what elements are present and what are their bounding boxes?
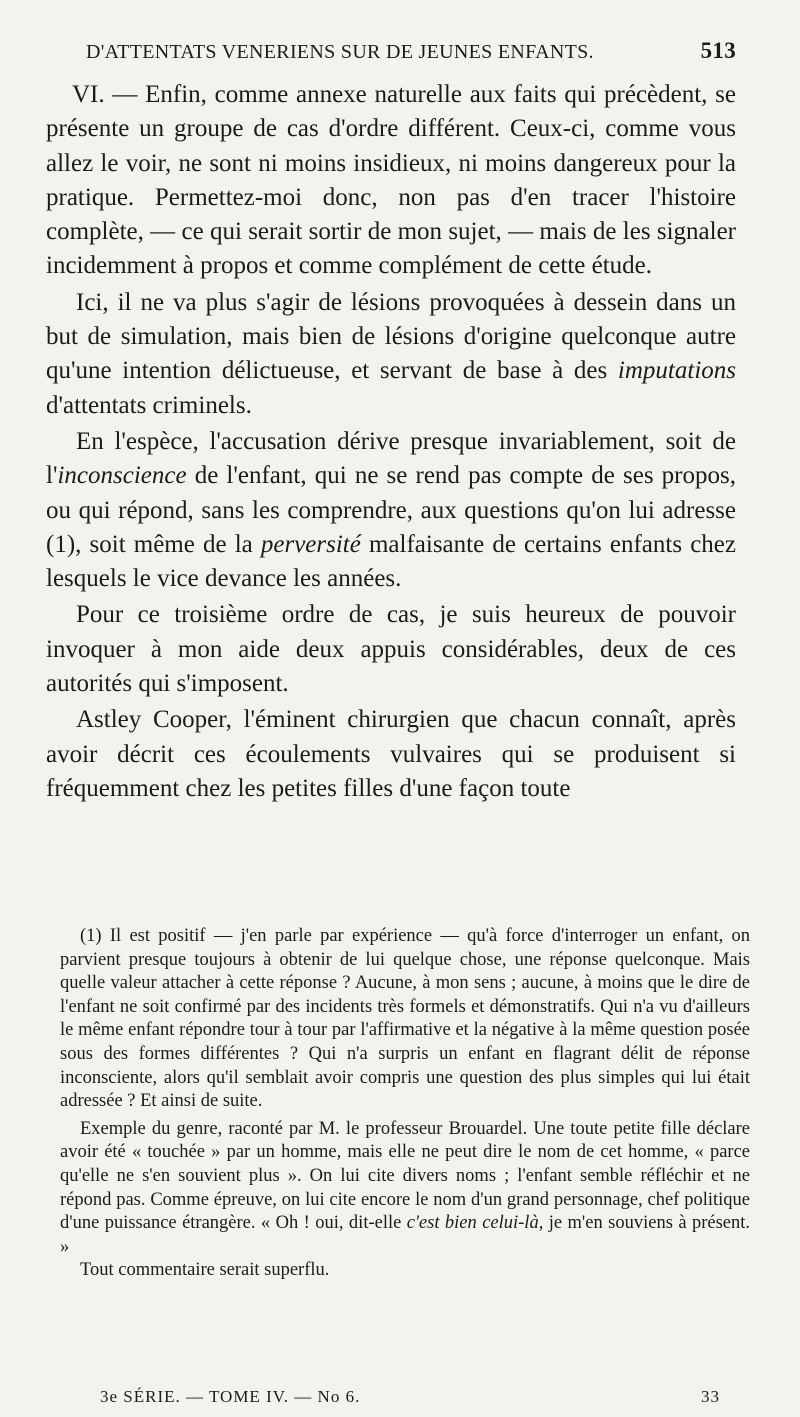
italic-run: c'est bien celui-là: [406, 1213, 539, 1234]
footnote-1: (1) Il est positif — j'en parle par expérience — qu'à force d'interroger un enfant, on parvient presque toujours à obtenir de lui quelque chose, une réponse quelconque. Mais quelle valeur attacher à cette réponse ? Aucune, à mon sens ; aucune, à moins que le dire de l'enfant ne soit confirmé par des incidents très formels et démonstratifs. Qui n'a vu d'ailleurs le même enfant répondre tour à tour par l'affirmative et la négative à la même question posée sous des formes différentes ? Qui n'a surpris un enfant en flagrant délit de réponse inconsciente, alors qu'il semblait avoir compris une question des plus simples qui lui était adressée ? Et ainsi de suite.: [60, 926, 750, 1112]
series-info: 3e SÉRIE. — TOME IV. — No 6.: [100, 1387, 361, 1406]
paragraph-3: [46, 425, 736, 596]
page-number: 513: [700, 38, 736, 63]
text-run: de l'enfant, qui ne se rend pas compte de ses propos, ou qui répond, sans les comprendre, aux questions qu'on lui adresse (1), soit même de la: [46, 462, 736, 558]
text-run: d'attentats criminels.: [46, 391, 252, 419]
text-run: En l'espèce, l'accusation dérive presque invariablement, soit de l': [46, 427, 736, 490]
footnotes: [60, 925, 750, 1283]
text-run: Exemple du genre, raconté par M. le professeur Brouardel. Une toute petite fille déclare avoir été « touchée » par un homme, mais elle ne peut dire le nom de cet homme, « parce qu'elle ne s'en souvient plus ». On lui cite divers noms ; l'enfant semble réfléchir et ne répond pas. Comme épreuve, on lui cite encore le nom d'un grand personnage, chef politique d'une puissance étrangère. « Oh ! oui, dit-elle: [60, 1118, 750, 1234]
paragraph-4: Pour ce troisième ordre de cas, je suis heureux de pouvoir invoquer à mon aide deux appuis considérables, deux de ces autorités qui s'imposent.: [46, 601, 736, 698]
text-run: malfaisante de certains enfants chez lesquels le vice devance les années.: [46, 530, 736, 593]
running-title: D'ATTENTATS VENERIENS SUR DE JEUNES ENFANTS.: [86, 41, 594, 63]
paragraph-5: Astley Cooper, l'éminent chirurgien que chacun connaît, après avoir décrit ces écoulements vulvaires qui se produisent si fréquemment chez les petites filles d'une façon toute: [46, 706, 736, 802]
footnote-example: [60, 1118, 750, 1260]
paragraph-2: [46, 286, 736, 423]
main-text: [46, 78, 736, 808]
text-run: , je m'en souviens à présent. »: [60, 1213, 751, 1257]
italic-run: inconscience: [57, 462, 187, 490]
paragraph-1: VI. — Enfin, comme annexe naturelle aux faits qui précèdent, se présente un groupe de cas d'ordre différent. Ceux-ci, comme vous allez le voir, ne sont ni moins insidieux, ni moins dangereux pour la pratique. Permettez-moi donc, non pas d'en tracer l'histoire complète, — ce qui serait sortir de mon sujet, — mais de les signaler incidemment à propos et comme complément de cette étude.: [46, 81, 736, 280]
running-header: [86, 38, 736, 64]
page-footer: [100, 1387, 720, 1407]
signature-mark: 33: [701, 1387, 720, 1406]
footnote-conclusion: Tout commentaire serait superflu.: [80, 1260, 330, 1281]
text-run: Ici, il ne va plus s'agir de lésions provoquées à dessein dans un but de simulation, mais bien de lésions d'origine quelconque autre qu'une intention délictueuse, et servant de base à des: [46, 288, 736, 385]
italic-run: imputations: [617, 357, 736, 385]
italic-run: perversité: [260, 530, 361, 558]
